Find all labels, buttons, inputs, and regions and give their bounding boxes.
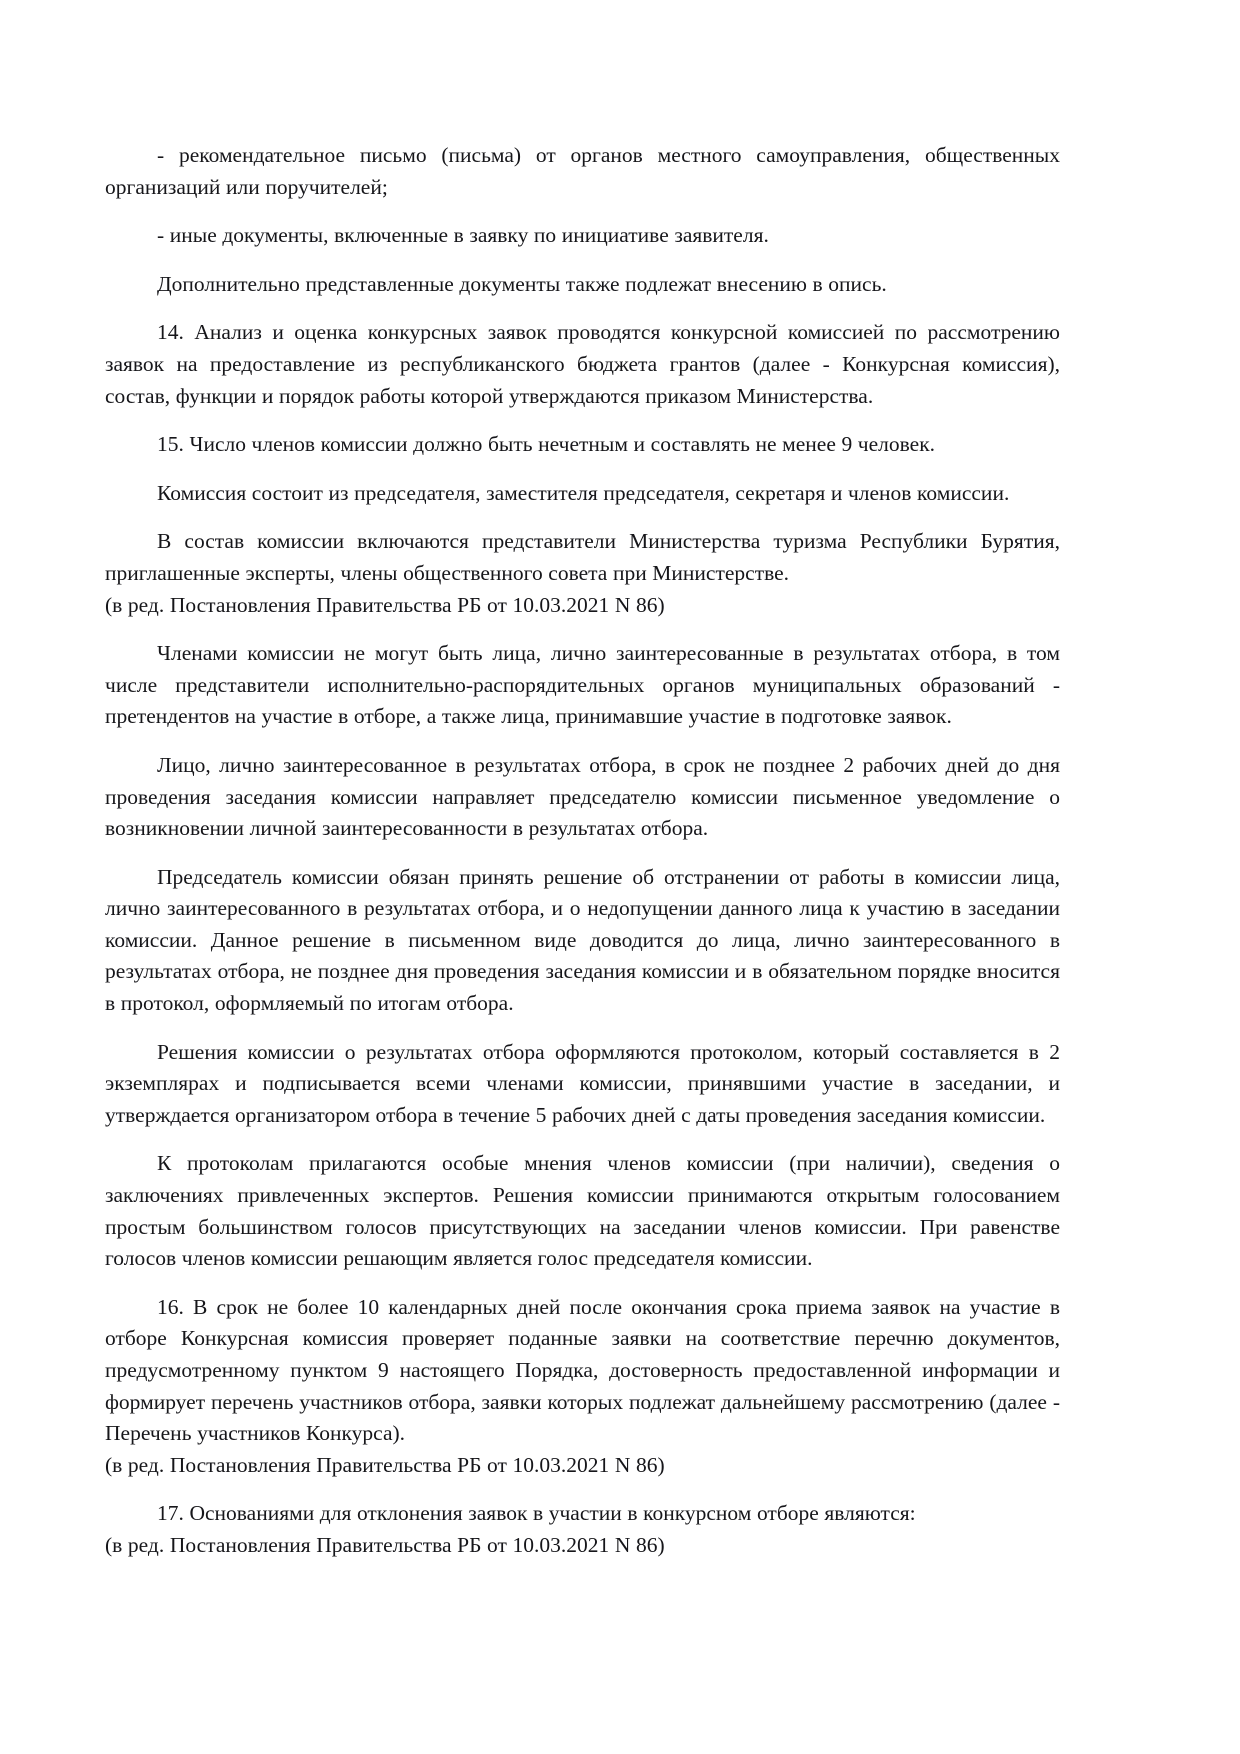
- paragraph-protocol: Решения комиссии о результатах отбора оформляются протоколом, который составляется в 2 экземплярах и подписывается всеми членами комиссии, принявшими участие в заседании, и утверждается организатором отбора в течение 5 рабочих дней с даты проведения заседания комиссии.: [105, 1039, 1060, 1127]
- document-body: [105, 140, 1060, 1562]
- paragraph-other-documents: - иные документы, включенные в заявку по инициативе заявителя.: [157, 223, 769, 248]
- paragraph-commission-members: В состав комиссии включаются представители Министерства туризма Республики Бурятия, приглашенные эксперты, члены общественного совета при Министерстве.: [105, 529, 1060, 585]
- paragraph-commission-composition: Комиссия состоит из председателя, заместителя председателя, секретаря и членов комиссии.: [157, 480, 1010, 505]
- paragraph-additional-documents: Дополнительно представленные документы также подлежат внесению в опись.: [157, 271, 887, 296]
- paragraph-item-15: 15. Число членов комиссии должно быть нечетным и составлять не менее 9 человек.: [157, 432, 936, 457]
- paragraph-item-14: 14. Анализ и оценка конкурсных заявок проводятся конкурсной комиссией по рассмотрению заявок на предоставление из республиканского бюджета грантов (далее - Конкурсная комиссия), состав, функции и порядок работы которой утверждаются приказом Министерства.: [105, 320, 1060, 408]
- paragraph-item-16: 16. В срок не более 10 календарных дней после окончания срока приема заявок на участие в отборе Конкурсная комиссия проверяет поданные заявки на соответствие перечню документов, предусмотренному пунктом 9 настоящего Порядка, достоверность предоставленной информации и формирует перечень участников отбора, заявки которых подлежат дальнейшему рассмотрению (далее - Перечень участников Конкурса).: [105, 1294, 1060, 1446]
- amendment-note-2: (в ред. Постановления Правительства РБ от 10.03.2021 N 86): [105, 1452, 665, 1477]
- amendment-note-1: (в ред. Постановления Правительства РБ от 10.03.2021 N 86): [105, 592, 665, 617]
- paragraph-item-17: 17. Основаниями для отклонения заявок в участии в конкурсном отборе являются:: [157, 1501, 916, 1526]
- paragraph-recommendation-letter: - рекомендательное письмо (письма) от органов местного самоуправления, общественных организаций или поручителей;: [105, 143, 1060, 199]
- paragraph-chairman-decision: Председатель комиссии обязан принять решение об отстранении от работы в комиссии лица, лично заинтересованного в результатах отбора, и о недопущении данного лица к участию в заседании комиссии. Данное решение в письменном виде доводится до лица, лично заинтересованного в результатах отбора, не позднее дня проведения заседания комиссии и в обязательном порядке вносится в протокол, оформляемый по итогам отбора.: [105, 864, 1060, 1016]
- amendment-note-3: (в ред. Постановления Правительства РБ от 10.03.2021 N 86): [105, 1532, 665, 1557]
- paragraph-special-opinions: К протоколам прилагаются особые мнения членов комиссии (при наличии), сведения о заключениях привлеченных экспертов. Решения комиссии принимаются открытым голосованием простым большинством голосов присутствующих на заседании членов комиссии. При равенстве голосов членов комиссии решающим является голос председателя комиссии.: [105, 1151, 1060, 1271]
- paragraph-written-notification: Лицо, лично заинтересованное в результатах отбора, в срок не позднее 2 рабочих дней до дня проведения заседания комиссии направляет председателю комиссии письменное уведомление о возникновении личной заинтересованности в результатах отбора.: [105, 752, 1060, 841]
- paragraph-conflict-of-interest: Членами комиссии не могут быть лица, лично заинтересованные в результатах отбора, в том числе представители исполнительно-распорядительных органов муниципальных образований - претендентов на участие в отборе, а также лица, принимавшие участие в подготовке заявок.: [105, 641, 1060, 729]
